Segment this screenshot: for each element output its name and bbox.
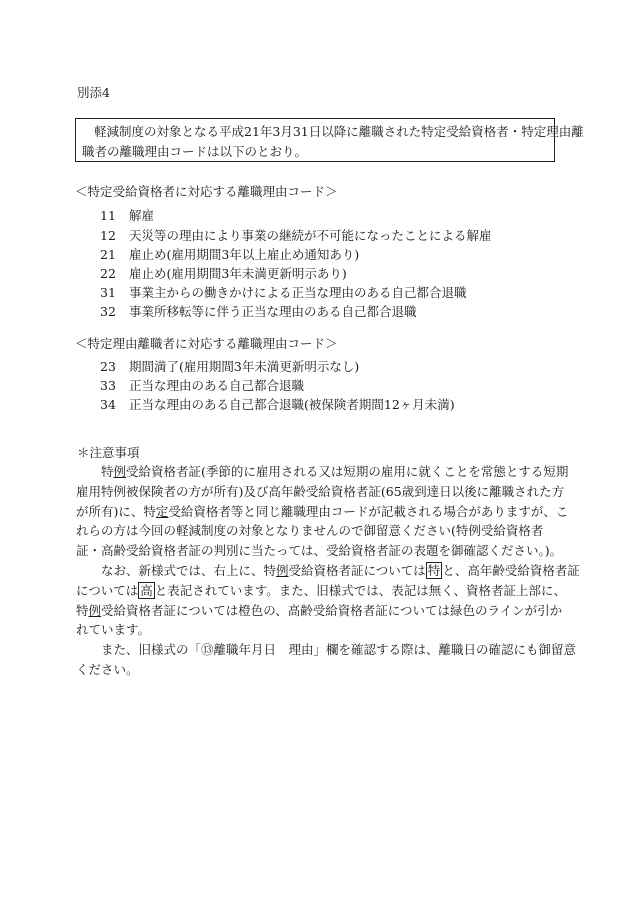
- notes-p3-line: また、旧様式の「⑬離職年月日 理由」欄を確認する際は、離職日の確認にも御留意: [101, 642, 577, 658]
- text-run: と、高年齢受給資格者証: [442, 562, 580, 578]
- boxed-mark-kou: 高: [140, 582, 153, 598]
- code-number: 22: [100, 266, 116, 281]
- intro-box: [75, 118, 584, 162]
- code-number: 23: [100, 359, 116, 374]
- intro-line-1: 軽減制度の対象となる平成21年3月31日以降に離職された特定受給資格者・特定理由離: [94, 124, 584, 139]
- notes-p2-line: [76, 581, 567, 601]
- section-reason-title: ＜特定理由離職者に対応する離職理由コード＞: [75, 336, 338, 351]
- underlined-text: 例: [113, 464, 127, 479]
- notes-p2-line: れています。: [76, 622, 151, 638]
- intro-line-2: 職者の離職理由コードは以下のとおり。: [82, 144, 308, 159]
- code-row: [100, 395, 455, 413]
- code-number: 31: [100, 285, 116, 300]
- code-number: 21: [100, 247, 116, 262]
- code-text: 期間満了(雇用期間3年未満更新明示なし): [128, 359, 360, 374]
- text-run: については: [76, 582, 139, 598]
- code-text: 解雇: [128, 208, 154, 223]
- text-run: 受給資格者証については橙色の、高齢受給資格者証については緑色のラインが引か: [101, 602, 563, 618]
- text-run: なお、新様式では、右上に、特: [101, 562, 277, 578]
- code-number: 11: [100, 208, 116, 223]
- notes-p1-line: れらの方は今回の軽減制度の対象となりませんので御留意ください(特例受給資格者: [76, 523, 544, 539]
- code-text: 雇止め(雇用期間3年以上雇止め通知あり): [128, 247, 360, 262]
- text-run: が所有)に、特: [76, 503, 156, 519]
- code-text: 事業主からの働きかけによる正当な理由のある自己都合退職: [128, 285, 467, 300]
- text-run: 特: [76, 602, 89, 618]
- code-row: [100, 357, 359, 375]
- code-row: [100, 264, 347, 282]
- code-text: 正当な理由のある自己都合退職(被保険者期間12ヶ月未満): [128, 397, 455, 412]
- notes-p1-line: [76, 462, 569, 482]
- underlined-text: 定: [155, 503, 169, 519]
- attachment-label: 別添4: [77, 85, 110, 100]
- text-run: 受給資格者証(季節的に雇用される又は短期の雇用に就くことを常態とする短期: [126, 464, 569, 479]
- boxed-mark-toku: 特: [427, 562, 441, 578]
- notes-body: [76, 462, 580, 680]
- code-number: 33: [100, 378, 116, 393]
- notes-p3-line: ください。: [76, 661, 139, 677]
- code-text: 正当な理由のある自己都合退職: [128, 378, 304, 393]
- code-row: [100, 283, 467, 301]
- notes-p2-line: [76, 601, 563, 621]
- text-run: 受給資格者等と同じ離職理由コードが記載される場合がありますが、こ: [168, 503, 569, 519]
- notes-p1-line: 雇用特例被保険者の方が所有)及び高年齢受給資格者証(65歳到達日以後に離職された方: [76, 483, 565, 499]
- notes-p2-line: [76, 561, 580, 581]
- code-row: [100, 302, 417, 320]
- code-row: [100, 245, 359, 263]
- notes-p1-line: 証・高齢受給資格者証の判別に当たっては、受給資格者証の表題を御確認ください。)。: [76, 543, 563, 559]
- code-text: 雇止め(雇用期間3年未満更新明示あり): [128, 266, 347, 281]
- code-row: [100, 376, 304, 394]
- code-text: 天災等の理由により事業の継続が不可能になったことによる解雇: [128, 228, 492, 243]
- section-specific-title: ＜特定受給資格者に対応する離職理由コード＞: [75, 184, 338, 199]
- text-run: と表記されています。また、旧様式では、表記は無く、資格者証上部に、: [154, 582, 567, 598]
- code-text: 事業所移転等に伴う正当な理由のある自己都合退職: [128, 304, 417, 319]
- code-row: [100, 226, 492, 244]
- underlined-text: 例: [88, 602, 102, 618]
- code-row: [100, 206, 154, 224]
- underlined-text: 例: [276, 562, 289, 578]
- code-number: 12: [100, 228, 116, 243]
- code-number: 34: [100, 397, 116, 412]
- notes-title: ＊注意事項: [77, 445, 140, 460]
- text-run: 特: [101, 464, 114, 479]
- notes-p1-line: [76, 502, 569, 522]
- text-run: 受給資格者証については: [288, 562, 426, 578]
- code-number: 32: [100, 304, 116, 319]
